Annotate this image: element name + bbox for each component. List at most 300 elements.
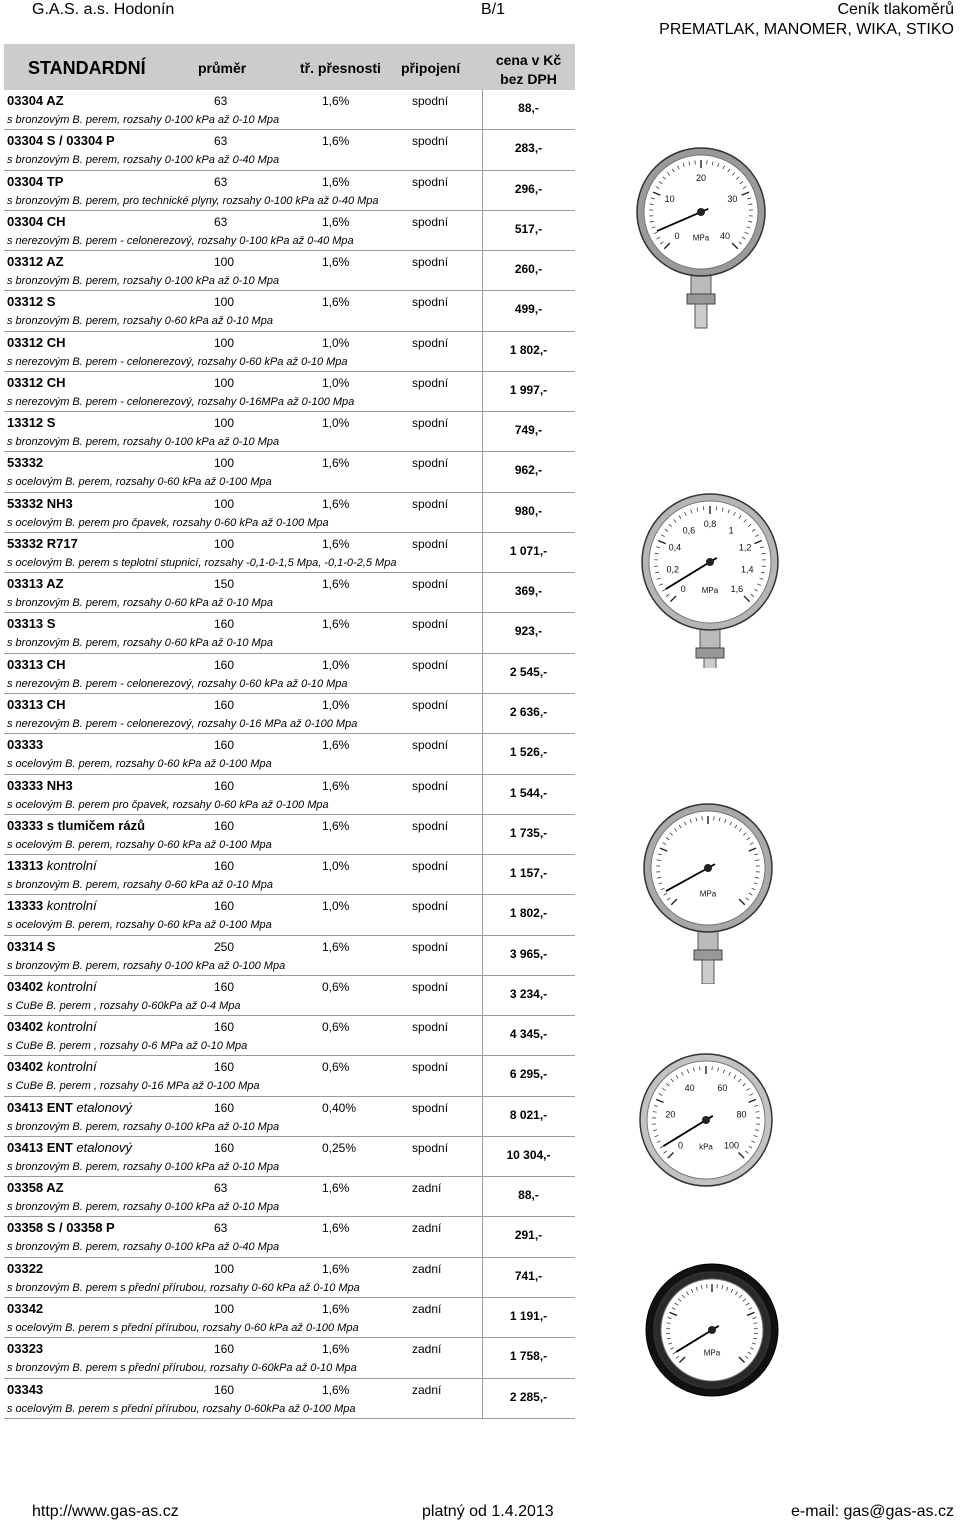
- price-value: 1 544,-: [509, 785, 548, 800]
- connection-value: zadní: [412, 1301, 442, 1316]
- product-code: [7, 576, 64, 591]
- connection-value: spodní: [412, 335, 449, 350]
- table-row: [4, 654, 575, 694]
- price-value: 741,-: [514, 1268, 543, 1283]
- product-code-main: 13333: [7, 898, 44, 914]
- connection-value: spodní: [412, 375, 449, 390]
- product-code: [7, 979, 97, 994]
- price-table: [4, 90, 575, 1419]
- price-value: 1 526,-: [509, 745, 548, 760]
- diameter-value: 63: [214, 214, 228, 229]
- product-code-main: 03323: [7, 1341, 44, 1357]
- connection-value: spodní: [412, 214, 449, 229]
- product-code-main: 03304 TP: [7, 173, 64, 189]
- product-description: s bronzovým B. perem, rozsahy 0-100 kPa až 0-10 Mpa: [7, 436, 280, 449]
- product-description: s bronzovým B. perem, pro technické plyny, rozsahy 0-100 kPa až 0-40 Mpa: [7, 194, 379, 207]
- product-code: [7, 657, 66, 672]
- price-value: 6 295,-: [509, 1067, 548, 1082]
- accuracy-value: 1,6%: [322, 214, 350, 229]
- product-code-main: 03343: [7, 1381, 44, 1397]
- accuracy-value: 1,6%: [322, 778, 350, 793]
- table-row: [4, 452, 575, 492]
- gauge-scale-label: 1: [728, 525, 734, 536]
- price-value: 369,-: [514, 584, 543, 599]
- product-description: s bronzovým B. perem, rozsahy 0-100 kPa až 0-10 Mpa: [7, 114, 280, 126]
- accuracy-value: 1,0%: [322, 375, 350, 390]
- gauge-image-1: [630, 146, 772, 342]
- gauge-scale-label: 40: [720, 231, 731, 242]
- table-row: [4, 90, 575, 130]
- product-code-suffix: kontrolní: [46, 1059, 97, 1075]
- accuracy-value: 0,6%: [322, 979, 350, 994]
- price-value: 1 157,-: [509, 866, 548, 881]
- product-code-suffix: etalonový: [76, 1139, 133, 1155]
- price-value: 2 636,-: [509, 704, 548, 719]
- table-row: [4, 815, 575, 855]
- connection-value: spodní: [412, 859, 449, 874]
- product-description: s ocelovým B. perem s přední přírubou, rozsahy 0-60kPa až 0-100 Mpa: [7, 1402, 356, 1415]
- diameter-value: 63: [214, 1221, 228, 1236]
- product-description: s ocelovým B. perem, rozsahy 0-60 kPa až 0-100 Mpa: [7, 476, 272, 489]
- accuracy-value: 1,6%: [322, 818, 350, 833]
- gauge-scale-label: 20: [665, 1109, 676, 1120]
- price-value: 10 304,-: [506, 1147, 551, 1162]
- gauge-needle-hub: [708, 1326, 716, 1334]
- product-description: s ocelovým B. perem pro čpavek, rozsahy 0-60 kPa až 0-100 Mpa: [7, 516, 329, 529]
- product-code-main: 03402: [7, 1059, 44, 1075]
- price-value: 88,-: [518, 1188, 539, 1203]
- product-code-main: 03342: [7, 1300, 44, 1316]
- product-code: [7, 294, 55, 309]
- product-description: s nerezovým B. perem - celonerezový, rozsahy 0-100 kPa až 0-40 Mpa: [7, 234, 354, 247]
- table-row: [4, 775, 575, 815]
- header-connection: připojení: [401, 60, 461, 76]
- table-row: [4, 493, 575, 533]
- product-description: s CuBe B. perem , rozsahy 0-60kPa až 0-4 Mpa: [7, 999, 241, 1012]
- diameter-value: 160: [214, 657, 235, 672]
- accuracy-value: 0,40%: [322, 1100, 357, 1115]
- gauge-scale-label: 0: [674, 231, 680, 242]
- product-code-main: 03312 CH: [7, 334, 66, 350]
- product-description: s bronzovým B. perem, rozsahy 0-100 kPa až 0-10 Mpa: [7, 1201, 280, 1214]
- product-code: [7, 93, 64, 108]
- gauge-unit-label: MPa: [703, 1348, 721, 1358]
- gauge-hex-nut: [694, 950, 722, 960]
- product-code: [7, 214, 66, 229]
- accuracy-value: 1,6%: [322, 939, 350, 954]
- product-code-main: 03413 ENT: [7, 1099, 73, 1115]
- price-value: 749,-: [514, 423, 543, 438]
- product-description: s bronzovým B. perem, rozsahy 0-60 kPa až 0-10 Mpa: [7, 597, 273, 610]
- gauge-scale-label: 0,2: [666, 564, 679, 575]
- price-value: 291,-: [514, 1228, 543, 1243]
- gauge-scale-label: 0: [678, 1140, 684, 1151]
- table-header: [4, 44, 575, 90]
- connection-value: spodní: [412, 1060, 449, 1075]
- accuracy-value: 0,25%: [322, 1140, 357, 1155]
- gauge-needle-hub: [697, 208, 705, 216]
- diameter-value: 250: [214, 939, 235, 954]
- gauge-thread: [695, 304, 707, 328]
- accuracy-value: 1,6%: [322, 738, 350, 753]
- product-code: [7, 939, 55, 954]
- table-row: [4, 734, 575, 774]
- connection-value: spodní: [412, 939, 449, 954]
- product-description: s bronzovým B. perem, rozsahy 0-100 kPa až 0-10 Mpa: [7, 1120, 280, 1133]
- title-line-2: PREMATLAK, MANOMER, WIKA, STIKO: [659, 21, 954, 38]
- product-code-main: 53332 R717: [7, 535, 78, 551]
- connection-value: spodní: [412, 899, 449, 914]
- connection-value: spodní: [412, 778, 449, 793]
- connection-value: spodní: [412, 1020, 449, 1035]
- gauge-image-4: [636, 1050, 776, 1190]
- connection-value: spodní: [412, 496, 449, 511]
- product-code-main: 03413 ENT: [7, 1139, 73, 1155]
- diameter-value: 100: [214, 375, 235, 390]
- table-row: [4, 332, 575, 372]
- table-row: [4, 1097, 575, 1137]
- gauge-hex-nut: [687, 294, 715, 304]
- accuracy-value: 1,0%: [322, 859, 350, 874]
- product-code-main: 13313: [7, 858, 44, 874]
- header-price-line-2: bez DPH: [500, 71, 557, 87]
- accuracy-value: 1,6%: [322, 174, 350, 189]
- footer-valid-from: platný od 1.4.2013: [422, 1503, 554, 1520]
- diameter-value: 100: [214, 1261, 235, 1276]
- table-row: [4, 372, 575, 412]
- product-code-main: 03358 AZ: [7, 1180, 64, 1196]
- diameter-value: 160: [214, 899, 235, 914]
- price-value: 260,-: [514, 262, 543, 277]
- table-row: [4, 130, 575, 170]
- product-description: s bronzovým B. perem, rozsahy 0-60 kPa až 0-10 Mpa: [7, 315, 273, 328]
- table-row: [4, 895, 575, 935]
- product-description: s nerezovým B. perem - celonerezový, rozsahy 0-60 kPa až 0-10 Mpa: [7, 355, 348, 368]
- gauge-needle-hub: [702, 1116, 710, 1124]
- title-line-1: Ceník tlakoměrů: [837, 1, 954, 18]
- diameter-value: 100: [214, 1301, 235, 1316]
- connection-value: zadní: [412, 1382, 442, 1397]
- diameter-value: 63: [214, 94, 228, 108]
- connection-value: spodní: [412, 617, 449, 632]
- gauge-scale-label: 1,6: [730, 583, 744, 594]
- diameter-value: 100: [214, 496, 235, 511]
- product-description: s bronzovým B. perem s přední přírubou, rozsahy 0-60 kPa až 0-10 Mpa: [7, 1281, 360, 1294]
- price-value: 1 802,-: [509, 906, 548, 921]
- table-row: [4, 1137, 575, 1177]
- product-code: [7, 1341, 43, 1356]
- page-number: B/1: [481, 1, 506, 18]
- product-description: s ocelovým B. perem, rozsahy 0-60 kPa až 0-100 Mpa: [7, 838, 272, 851]
- product-description: s nerezovým B. perem - celonerezový, rozsahy 0-16 MPa až 0-100 Mpa: [7, 717, 358, 730]
- product-description: s nerezovým B. perem - celonerezový, rozsahy 0-16MPa až 0-100 Mpa: [7, 395, 355, 408]
- price-value: 3 234,-: [509, 986, 548, 1001]
- diameter-value: 100: [214, 335, 235, 350]
- connection-value: zadní: [412, 1261, 442, 1276]
- accuracy-value: 1,6%: [322, 134, 350, 149]
- gauge-needle-hub: [706, 558, 714, 566]
- product-code-main: 03402: [7, 1019, 44, 1035]
- diameter-value: 63: [214, 134, 228, 149]
- product-code-main: 03333 NH3: [7, 777, 73, 793]
- product-code: [7, 616, 55, 631]
- connection-value: spodní: [412, 657, 449, 672]
- gauge-scale-label: 40: [684, 1082, 695, 1093]
- table-row: [4, 533, 575, 573]
- product-code: [7, 1220, 115, 1235]
- document-title: [659, 0, 954, 40]
- accuracy-value: 1,0%: [322, 657, 350, 672]
- accuracy-value: 1,6%: [322, 1301, 350, 1316]
- gauge-scale-label: 1,4: [741, 564, 754, 575]
- product-description: s bronzovým B. perem, rozsahy 0-100 kPa až 0-40 Mpa: [7, 1241, 280, 1254]
- diameter-value: 100: [214, 536, 235, 551]
- table-row: [4, 171, 575, 211]
- product-code-main: 03312 S: [7, 294, 56, 310]
- gauge-needle-hub: [704, 864, 712, 872]
- accuracy-value: 1,6%: [322, 295, 350, 310]
- product-code-main: 03313 AZ: [7, 576, 64, 592]
- product-code: [7, 697, 66, 712]
- diameter-value: 160: [214, 1140, 235, 1155]
- diameter-value: 63: [214, 1181, 228, 1196]
- table-row: [4, 1379, 575, 1419]
- accuracy-value: 1,6%: [322, 1181, 350, 1196]
- product-code-main: 53332: [7, 455, 44, 471]
- accuracy-value: 1,6%: [322, 456, 350, 471]
- connection-value: spodní: [412, 536, 449, 551]
- diameter-value: 100: [214, 295, 235, 310]
- header-accuracy: tř. přesnosti: [300, 60, 381, 76]
- diameter-value: 100: [214, 255, 235, 270]
- product-code-suffix: kontrolní: [46, 898, 97, 914]
- product-description: s ocelovým B. perem s přední přírubou, rozsahy 0-60 kPa až 0-100 Mpa: [7, 1321, 359, 1334]
- accuracy-value: 1,6%: [322, 1261, 350, 1276]
- footer-url[interactable]: http://www.gas-as.cz: [32, 1503, 179, 1520]
- price-value: 1 735,-: [509, 825, 548, 840]
- connection-value: spodní: [412, 134, 449, 149]
- product-code-main: 53332 NH3: [7, 495, 73, 511]
- product-code-main: 03358 S / 03358 P: [7, 1220, 115, 1236]
- price-value: 499,-: [514, 302, 543, 317]
- product-code-main: 03313 S: [7, 616, 56, 632]
- accuracy-value: 1,6%: [322, 496, 350, 511]
- company-name: G.A.S. a.s. Hodonín: [32, 1, 175, 18]
- price-value: 1 191,-: [509, 1308, 548, 1323]
- price-value: 3 965,-: [509, 946, 548, 961]
- connection-value: zadní: [412, 1221, 442, 1236]
- product-code: [7, 536, 78, 551]
- diameter-value: 160: [214, 738, 235, 753]
- diameter-value: 160: [214, 818, 235, 833]
- accuracy-value: 1,6%: [322, 1342, 350, 1357]
- gauge-thread: [702, 960, 714, 984]
- table-row: [4, 211, 575, 251]
- table-row: [4, 573, 575, 613]
- price-value: 1 802,-: [509, 342, 548, 357]
- gauge-scale-label: 1,2: [738, 542, 752, 553]
- connection-value: spodní: [412, 818, 449, 833]
- product-code: [7, 335, 66, 350]
- price-value: 923,-: [514, 624, 543, 639]
- gauge-hex-nut: [696, 648, 724, 658]
- connection-value: spodní: [412, 577, 449, 592]
- product-description: s ocelovým B. perem pro čpavek, rozsahy 0-60 kPa až 0-100 Mpa: [7, 798, 329, 811]
- diameter-value: 100: [214, 456, 235, 471]
- gauge-unit-label: MPa: [701, 585, 719, 595]
- product-code-main: 03402: [7, 978, 44, 994]
- accuracy-value: 1,6%: [322, 536, 350, 551]
- price-value: 962,-: [514, 463, 543, 478]
- gauge-scale-label: 0,4: [668, 542, 682, 553]
- product-description: s ocelovým B. perem, rozsahy 0-60 kPa až 0-100 Mpa: [7, 919, 272, 932]
- product-code: [7, 898, 97, 913]
- product-description: s bronzovým B. perem, rozsahy 0-100 kPa až 0-40 Mpa: [7, 154, 280, 167]
- product-description: s bronzovým B. perem s přední přírubou, rozsahy 0-60kPa až 0-10 Mpa: [7, 1362, 357, 1375]
- product-code-main: 03304 AZ: [7, 93, 64, 108]
- accuracy-value: 1,6%: [322, 1382, 350, 1397]
- table-row: [4, 291, 575, 331]
- gauge-scale-label: 0,8: [703, 519, 717, 529]
- product-code: [7, 737, 43, 752]
- gauge-unit-label: kPa: [699, 1142, 713, 1152]
- gauge-scale-label: 30: [727, 193, 738, 204]
- table-row: [4, 976, 575, 1016]
- connection-value: spodní: [412, 979, 449, 994]
- gauge-scale-label: 0: [680, 583, 686, 594]
- product-description: s bronzovým B. perem, rozsahy 0-60 kPa až 0-10 Mpa: [7, 637, 273, 650]
- product-description: s bronzovým B. perem, rozsahy 0-60 kPa až 0-10 Mpa: [7, 879, 273, 892]
- footer-email[interactable]: e-mail: gas@gas-as.cz: [791, 1503, 954, 1520]
- table-row: [4, 1177, 575, 1217]
- gauge-scale-label: 20: [695, 173, 707, 183]
- accuracy-value: 0,6%: [322, 1060, 350, 1075]
- product-code-main: 03322: [7, 1260, 44, 1276]
- diameter-value: 150: [214, 577, 235, 592]
- connection-value: spodní: [412, 738, 449, 753]
- connection-value: spodní: [412, 456, 449, 471]
- gauge-unit-label: MPa: [692, 233, 710, 243]
- product-code: [7, 1261, 43, 1276]
- accuracy-value: 0,6%: [322, 1020, 350, 1035]
- table-row: [4, 613, 575, 653]
- connection-value: zadní: [412, 1342, 442, 1357]
- table-row: [4, 1298, 575, 1338]
- product-code: [7, 174, 63, 189]
- header-standard: STANDARDNÍ: [28, 58, 146, 78]
- diameter-value: 100: [214, 416, 235, 431]
- product-code-main: 03312 AZ: [7, 254, 64, 270]
- accuracy-value: 1,6%: [322, 577, 350, 592]
- product-code: [7, 1180, 64, 1195]
- product-code-main: 03312 CH: [7, 374, 66, 390]
- product-description: s bronzovým B. perem, rozsahy 0-100 kPa až 0-10 Mpa: [7, 1160, 280, 1173]
- gauge-scale-label: 80: [736, 1109, 747, 1120]
- table-row: [4, 694, 575, 734]
- product-code-suffix: kontrolní: [46, 978, 97, 994]
- price-value: 517,-: [514, 221, 543, 236]
- connection-value: zadní: [412, 1181, 442, 1196]
- product-code: [7, 1382, 43, 1397]
- diameter-value: 160: [214, 1020, 235, 1035]
- accuracy-value: 1,6%: [322, 255, 350, 270]
- diameter-value: 160: [214, 617, 235, 632]
- diameter-value: 160: [214, 1060, 235, 1075]
- gauge-thread: [704, 658, 716, 668]
- product-description: s CuBe B. perem , rozsahy 0-16 MPa až 0-100 Mpa: [7, 1080, 260, 1093]
- table-row: [4, 1217, 575, 1257]
- product-code-suffix: etalonový: [76, 1099, 133, 1115]
- accuracy-value: 1,6%: [322, 1221, 350, 1236]
- price-value: 980,-: [514, 503, 543, 518]
- table-row: [4, 1338, 575, 1378]
- connection-value: spodní: [412, 94, 449, 108]
- product-code-suffix: kontrolní: [46, 1019, 97, 1035]
- product-code: [7, 254, 64, 269]
- product-code-main: 03333: [7, 737, 44, 753]
- price-value: 88,-: [518, 101, 539, 115]
- product-description: s bronzovým B. perem, rozsahy 0-100 kPa až 0-10 Mpa: [7, 275, 280, 288]
- connection-value: spodní: [412, 255, 449, 270]
- price-value: 4 345,-: [509, 1027, 548, 1042]
- price-value: 8 021,-: [509, 1107, 548, 1122]
- product-code-main: 03313 CH: [7, 696, 66, 712]
- diameter-value: 160: [214, 859, 235, 874]
- product-code: [7, 778, 73, 793]
- table-row: [4, 251, 575, 291]
- product-code: [7, 415, 55, 430]
- product-code: [7, 1059, 97, 1074]
- connection-value: spodní: [412, 697, 449, 712]
- accuracy-value: 1,6%: [322, 94, 350, 108]
- gauge-image-3: [640, 800, 776, 984]
- gauge-image-5: [642, 1260, 782, 1400]
- product-code-main: 03304 CH: [7, 213, 66, 229]
- product-code: [7, 1140, 132, 1155]
- diameter-value: 160: [214, 1100, 235, 1115]
- product-code: [7, 375, 66, 390]
- product-code: [7, 858, 97, 873]
- diameter-value: 160: [214, 1342, 235, 1357]
- gauge-scale-label: 60: [717, 1082, 728, 1093]
- table-row: [4, 1258, 575, 1298]
- accuracy-value: 1,6%: [322, 617, 350, 632]
- accuracy-value: 1,0%: [322, 697, 350, 712]
- product-code-suffix: kontrolní: [46, 858, 97, 874]
- connection-value: spodní: [412, 174, 449, 189]
- price-value: 296,-: [514, 181, 543, 196]
- header-price: [482, 51, 575, 89]
- product-code-main: 03333 s tlumičem rázů: [7, 817, 146, 833]
- product-code: [7, 1100, 132, 1115]
- diameter-value: 160: [214, 1382, 235, 1397]
- gauge-image-2: [632, 492, 782, 668]
- diameter-value: 160: [214, 697, 235, 712]
- diameter-value: 63: [214, 174, 228, 189]
- product-code-main: 03314 S: [7, 938, 56, 954]
- product-description: s CuBe B. perem , rozsahy 0-6 MPa až 0-10 Mpa: [7, 1040, 248, 1053]
- product-code: [7, 455, 43, 470]
- price-value: 1 758,-: [509, 1349, 548, 1364]
- header-diameter: průměr: [198, 60, 247, 76]
- price-value: 2 545,-: [509, 664, 548, 679]
- diameter-value: 160: [214, 979, 235, 994]
- connection-value: spodní: [412, 1100, 449, 1115]
- product-code: [7, 818, 145, 833]
- accuracy-value: 1,0%: [322, 899, 350, 914]
- table-row: [4, 936, 575, 976]
- product-code-main: 03304 S / 03304 P: [7, 133, 115, 149]
